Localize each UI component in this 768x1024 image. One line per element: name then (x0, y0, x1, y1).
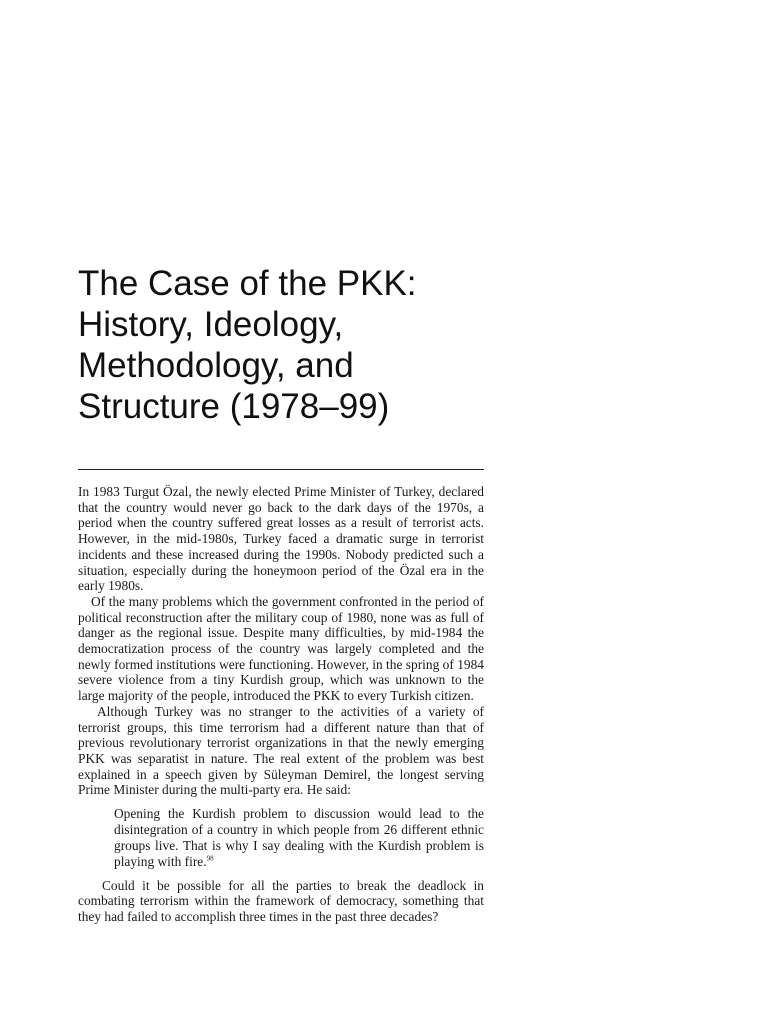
footnote-reference: 98 (206, 854, 214, 863)
block-quote (114, 806, 484, 870)
chapter-title-line: Methodology, and (78, 346, 354, 385)
chapter-title-line: The Case of the PKK: (78, 264, 417, 303)
chapter-title-line: Structure (1978–99) (78, 387, 390, 426)
chapter-title-line: History, Ideology, (78, 305, 344, 344)
body-paragraph: Although Turkey was no stranger to the activities of a variety of terrorist groups, this time terrorism had a different nature than that of previous revolutionary terrorist organizations in that the newly emerging PKK was separatist in nature. The real extent of the problem was best explained in a speech given by Süleyman Demirel, the longest serving Prime Minister during the multi-party era. He said: (78, 703, 484, 798)
chapter-title (78, 263, 498, 427)
block-quote-text: Opening the Kurdish problem to discussion would lead to the disintegration of a country in which people from 26 different ethnic groups live. That is why I say dealing with the Kurdish problem is playing with fire. (114, 806, 484, 869)
body-paragraph: In 1983 Turgut Özal, the newly elected Prime Minister of Turkey, declared that the country would never go back to the dark days of the 1970s, a period when the country suffered great losses as a result of terrorist acts. However, in the mid-1980s, Turkey faced a dramatic surge in terrorist incidents and these increased during the 1990s. Nobody predicted such a situation, especially during the honeymoon period of the Özal era in the early 1980s. (78, 484, 484, 594)
chapter-body (78, 484, 484, 925)
body-paragraph: Of the many problems which the government confronted in the period of political reconstruction after the military coup of 1980, none was as full of danger as the regional issue. Despite many difficulties, by mid-1984 the democratization process of the country was largely completed and the newly formed institutions were functioning. However, in the spring of 1984 severe violence from a tiny Kurdish group, which was unknown to the large majority of the people, introduced the PKK to every Turkish citizen. (78, 593, 484, 704)
body-paragraph: Could it be possible for all the parties to break the deadlock in combating terrorism within the framework of democracy, something that they had failed to accomplish three times in the past three decades? (78, 877, 484, 925)
title-divider (78, 469, 484, 470)
